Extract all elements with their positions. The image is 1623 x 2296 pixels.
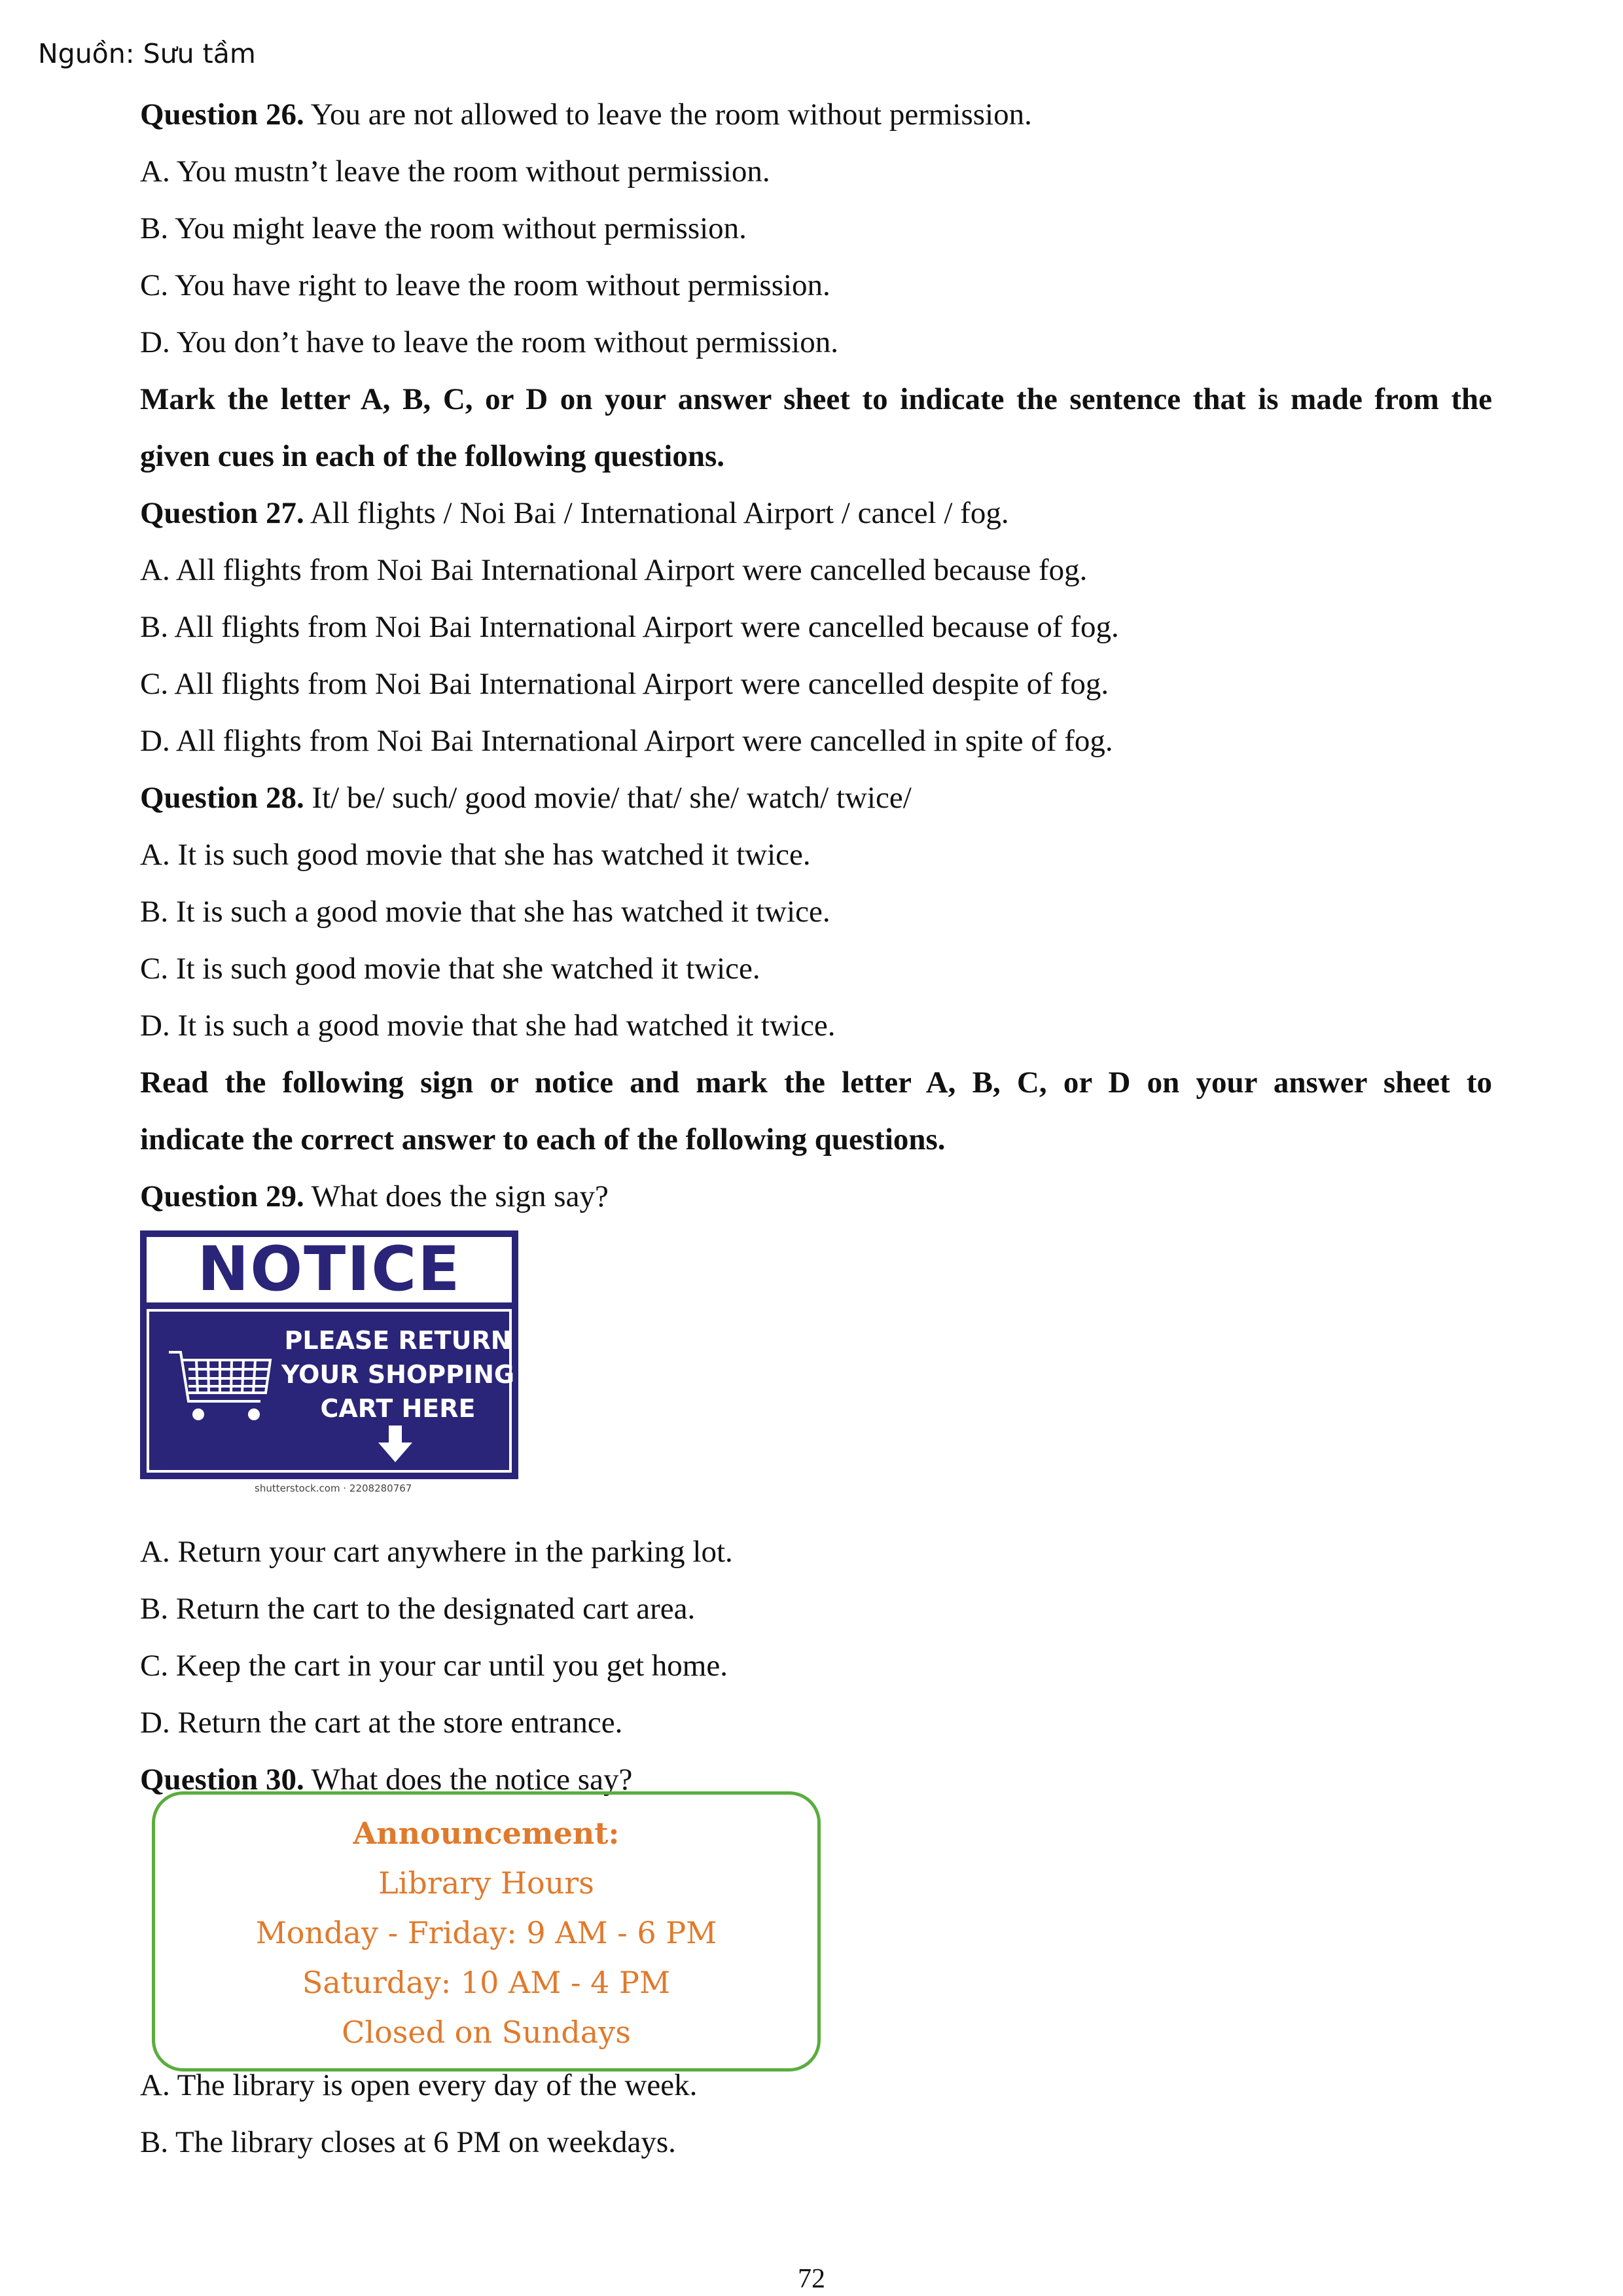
- q27-option-b: B. All flights from Noi Bai International Airport were cancelled because of fog.: [140, 610, 1119, 644]
- q28-option-a: A. It is such good movie that she has watched it twice.: [140, 838, 811, 872]
- page-number: 72: [798, 2264, 825, 2294]
- q28-option-d: D. It is such a good movie that she had watched it twice.: [140, 1009, 836, 1043]
- q26-option-d: D. You don’t have to leave the room without permission.: [140, 325, 838, 359]
- document-body: [140, 86, 1492, 2171]
- announcement-line-4: Closed on Sundays: [342, 2015, 631, 2050]
- q29-option-b: B. Return the cart to the designated cart area.: [140, 1592, 696, 1626]
- q26-option-c: C. You have right to leave the room without permission.: [140, 268, 830, 302]
- notice-message-line-1: PLEASE RETURN: [284, 1326, 512, 1355]
- q28-option-b: B. It is such a good movie that she has watched it twice.: [140, 895, 830, 929]
- question-29-label: Question 29.: [140, 1179, 304, 1213]
- q30-options: [140, 2057, 1492, 2171]
- question-27-label: Question 27.: [140, 496, 304, 530]
- question-26: [140, 86, 1492, 143]
- q27-option-d: D. All flights from Noi Bai International Airport were cancelled in spite of fog.: [140, 724, 1113, 758]
- announcement-line-3: Saturday: 10 AM - 4 PM: [302, 1965, 671, 2000]
- q29-option-c: C. Keep the cart in your car until you get home.: [140, 1649, 728, 1683]
- notice-sign-image: [140, 1230, 533, 1499]
- image-watermark: shutterstock.com · 2208280767: [255, 1482, 412, 1494]
- question-27: [140, 485, 1492, 542]
- question-29-text: What does the sign say?: [304, 1179, 609, 1213]
- q30-option-a: A. The library is open every day of the week.: [140, 2068, 698, 2102]
- question-30-label: Question 30.: [140, 1763, 304, 1797]
- notice-message-line-3: CART HERE: [320, 1394, 476, 1423]
- notice-message-line-2: YOUR SHOPPING: [281, 1360, 515, 1389]
- instruction-1-line-1: Mark the letter A, B, C, or D on your answer sheet to indicate the sentence that is made from the: [140, 382, 1492, 416]
- question-30-text: What does the notice say?: [304, 1763, 633, 1797]
- q26-option-a: A. You mustn’t leave the room without permission.: [140, 154, 770, 188]
- down-arrow-icon: [376, 1424, 415, 1463]
- q30-option-b: B. The library closes at 6 PM on weekdays.: [140, 2125, 676, 2159]
- notice-body-panel: [147, 1309, 515, 1473]
- question-26-text: You are not allowed to leave the room without permission.: [304, 98, 1032, 132]
- q26-option-b: B. You might leave the room without permission.: [140, 211, 747, 245]
- source-note: Nguồn: Sưu tầm: [38, 38, 256, 69]
- q28-option-c: C. It is such good movie that she watched it twice.: [140, 952, 760, 986]
- q29-option-d: D. Return the cart at the store entrance.: [140, 1706, 623, 1740]
- question-28-text: It/ be/ such/ good movie/ that/ she/ watch/ twice/: [304, 781, 912, 815]
- announcement-line-1: Library Hours: [378, 1865, 594, 1901]
- instruction-2-line-2: indicate the correct answer to each of the following questions.: [140, 1122, 946, 1157]
- notice-title: NOTICE: [197, 1234, 461, 1305]
- q27-option-c: C. All flights from Noi Bai International Airport were cancelled despite of fog.: [140, 667, 1109, 701]
- shopping-cart-icon: [162, 1339, 280, 1437]
- announcement-notice: [140, 1808, 1492, 2073]
- announcement-border: [152, 1791, 821, 2072]
- question-28: [140, 770, 1492, 827]
- instruction-1-line-2: given cues in each of the following questions.: [140, 439, 725, 473]
- question-28-label: Question 28.: [140, 781, 304, 815]
- notice-sign: [140, 1230, 518, 1479]
- question-29: [140, 1168, 1492, 1225]
- q27-option-a: A. All flights from Noi Bai International Airport were cancelled because fog.: [140, 553, 1088, 587]
- q29-option-a: A. Return your cart anywhere in the parking lot.: [140, 1535, 733, 1569]
- announcement-line-2: Monday - Friday: 9 AM - 6 PM: [255, 1915, 717, 1950]
- notice-message: [280, 1323, 516, 1426]
- question-26-label: Question 26.: [140, 98, 304, 132]
- question-27-text: All flights / Noi Bai / International Airport / cancel / fog.: [304, 496, 1009, 530]
- notice-header-panel: [147, 1234, 512, 1305]
- instruction-2-line-1: Read the following sign or notice and mark the letter A, B, C, or D on your answer sheet to: [140, 1066, 1492, 1100]
- announcement-heading: Announcement:: [353, 1816, 620, 1851]
